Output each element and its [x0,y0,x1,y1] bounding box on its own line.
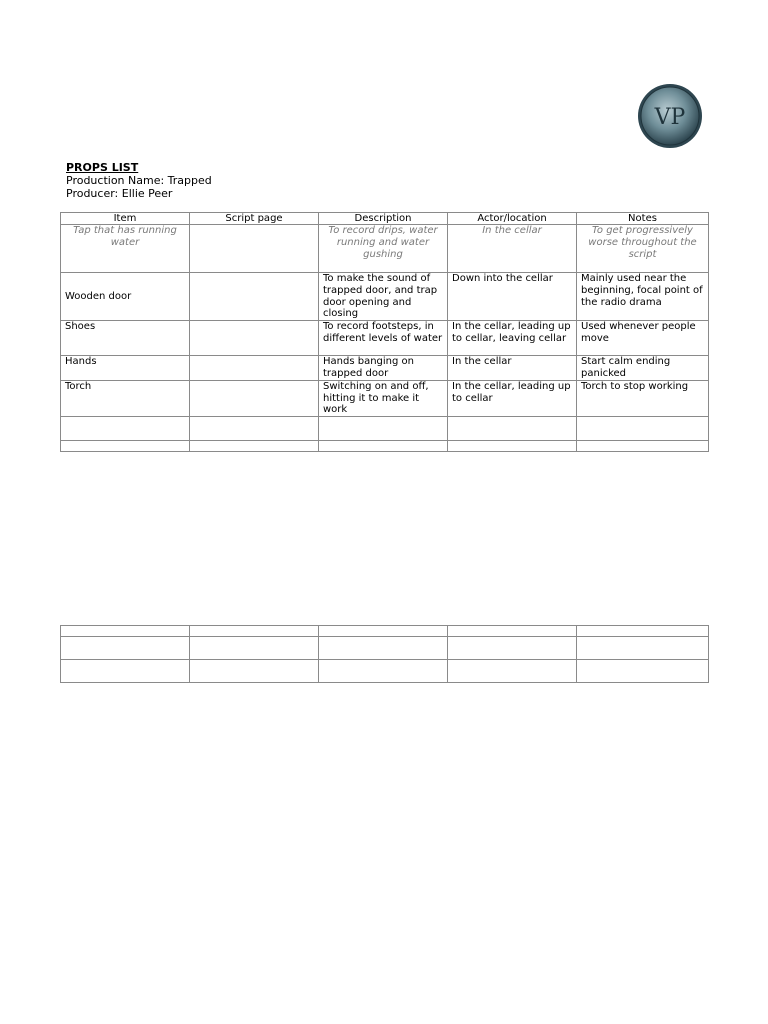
table-row [61,225,709,273]
blank-cell [61,637,190,660]
cell-item: Wooden door [61,273,190,321]
blank-cell [319,660,448,683]
column-header-item: Item [61,213,190,225]
cell-actor-location: In the cellar [448,225,577,273]
cell-script-page [190,356,319,381]
cell-script-page [190,441,319,452]
cell-description [319,417,448,441]
cell-script-page [190,321,319,356]
cell-notes: Start calm ending panicked [577,356,709,381]
cell-description: To record footsteps, in different levels of water [319,321,448,356]
cell-description: Switching on and off, hitting it to make it work [319,380,448,416]
table-header-row [61,213,709,225]
blank-cell [61,660,190,683]
column-header-actor-location: Actor/location [448,213,577,225]
cell-script-page [190,380,319,416]
table-row [61,380,709,416]
cell-item [61,441,190,452]
blank-cell [319,637,448,660]
cell-item: Hands [61,356,190,381]
blank-cell [190,660,319,683]
blank-cell [577,660,709,683]
cell-script-page [190,225,319,273]
cell-actor-location: In the cellar, leading up to cellar, leaving cellar [448,321,577,356]
producer-name: Producer: Ellie Peer [66,187,173,200]
cell-actor-location: In the cellar, leading up to cellar [448,380,577,416]
blank-cell [577,637,709,660]
blank-cell [190,637,319,660]
table-row [61,356,709,381]
blank-cell [448,660,577,683]
cell-notes: Torch to stop working [577,380,709,416]
blank-table-row [61,660,709,683]
cell-script-page [190,417,319,441]
blank-cell [448,637,577,660]
cell-item: Torch [61,380,190,416]
cell-notes: Mainly used near the beginning, focal point of the radio drama [577,273,709,321]
column-header-description: Description [319,213,448,225]
cell-notes [577,417,709,441]
column-header-script-page: Script page [190,213,319,225]
blank-cell [319,626,448,637]
cell-script-page [190,273,319,321]
cell-item: Shoes [61,321,190,356]
cell-description: Hands banging on trapped door [319,356,448,381]
cell-actor-location: Down into the cellar [448,273,577,321]
cell-description: To make the sound of trapped door, and trap door opening and closing [319,273,448,321]
cell-notes [577,441,709,452]
blank-table-row [61,626,709,637]
vp-logo-emblem [637,83,703,149]
logo-text: VP [654,105,686,130]
vp-logo [637,83,703,149]
props-table [60,212,709,452]
table-row [61,273,709,321]
cell-description: To record drips, water running and water gushing [319,225,448,273]
blank-cell [448,626,577,637]
column-header-notes: Notes [577,213,709,225]
table-row [61,441,709,452]
cell-item [61,417,190,441]
cell-actor-location: In the cellar [448,356,577,381]
cell-actor-location [448,417,577,441]
blank-cell [61,626,190,637]
cell-notes: Used whenever people move [577,321,709,356]
blank-table-row [61,637,709,660]
document-header [66,161,212,200]
cell-description [319,441,448,452]
cell-actor-location [448,441,577,452]
page-title: PROPS LIST [66,161,139,174]
cell-item: Tap that has running water [61,225,190,273]
production-name: Production Name: Trapped [66,174,212,187]
table-row [61,321,709,356]
blank-table [60,625,709,683]
cell-notes: To get progressively worse throughout the script [577,225,709,273]
blank-cell [190,626,319,637]
table-row [61,417,709,441]
blank-cell [577,626,709,637]
